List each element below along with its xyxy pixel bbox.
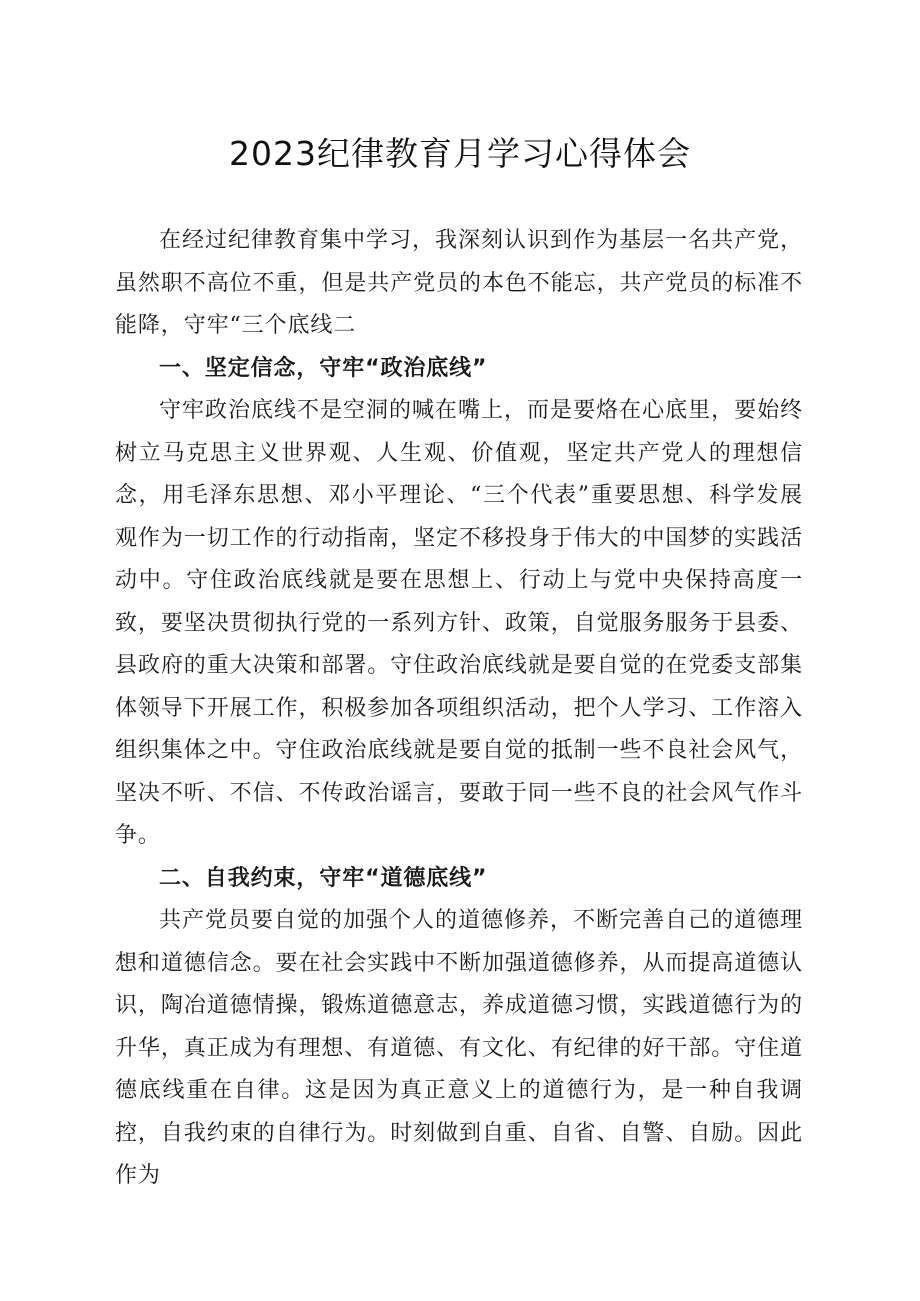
- section-1-heading: 一、坚定信念，守牢“政治底线”: [159, 355, 488, 381]
- intro-paragraph: 在经过纪律教育集中学习，我深刻认识到作为基层一名共产党，虽然职不高位不重，但是共产党员的本色不能忘，共产党员的标准不能降，守牢“三个底线二: [115, 228, 803, 338]
- document-body: [115, 220, 803, 1198]
- section-2-paragraph: 共产党员要自觉的加强个人的道德修养，不断完善自己的道德理想和道德信念。要在社会实践中不断加强道德修养，从而提高道德认识，陶冶道德情操，锻炼道德意志，养成道德习惯，实践道德行为的升华，真正成为有理想、有道德、有文化、有纪律的好干部。守住道德底线重在自律。这是因为真正意义上的道德行为，是一种自我调控，自我约束的自律行为。时刻做到自重、自省、自警、自励。因此作为: [115, 908, 803, 1188]
- section-2-heading: 二、自我约束，守牢“道德底线”: [159, 865, 488, 891]
- section-1-paragraph: 守牢政治底线不是空洞的喊在嘴上，而是要烙在心底里，要始终树立马克思主义世界观、人生观、价值观，坚定共产党人的理想信念，用毛泽东思想、邓小平理论、“三个代表”重要思想、科学发展观作为一切工作的行动指南，坚定不移投身于伟大的中国梦的实践活动中。守住政治底线就是要在思想上、行动上与党中央保持高度一致，要坚决贯彻执行党的一系列方针、政策，自觉服务服务于县委、县政府的重大决策和部署。守住政治底线就是要自觉的在党委支部集体领导下开展工作，积极参加各项组织活动，把个人学习、工作溶入组织集体之中。守住政治底线就是要自觉的抵制一些不良社会风气，坚决不听、不信、不传政治谣言，要敢于同一些不良的社会风气作斗争。: [115, 398, 803, 848]
- document-title: 2023纪律教育月学习心得体会: [229, 134, 691, 173]
